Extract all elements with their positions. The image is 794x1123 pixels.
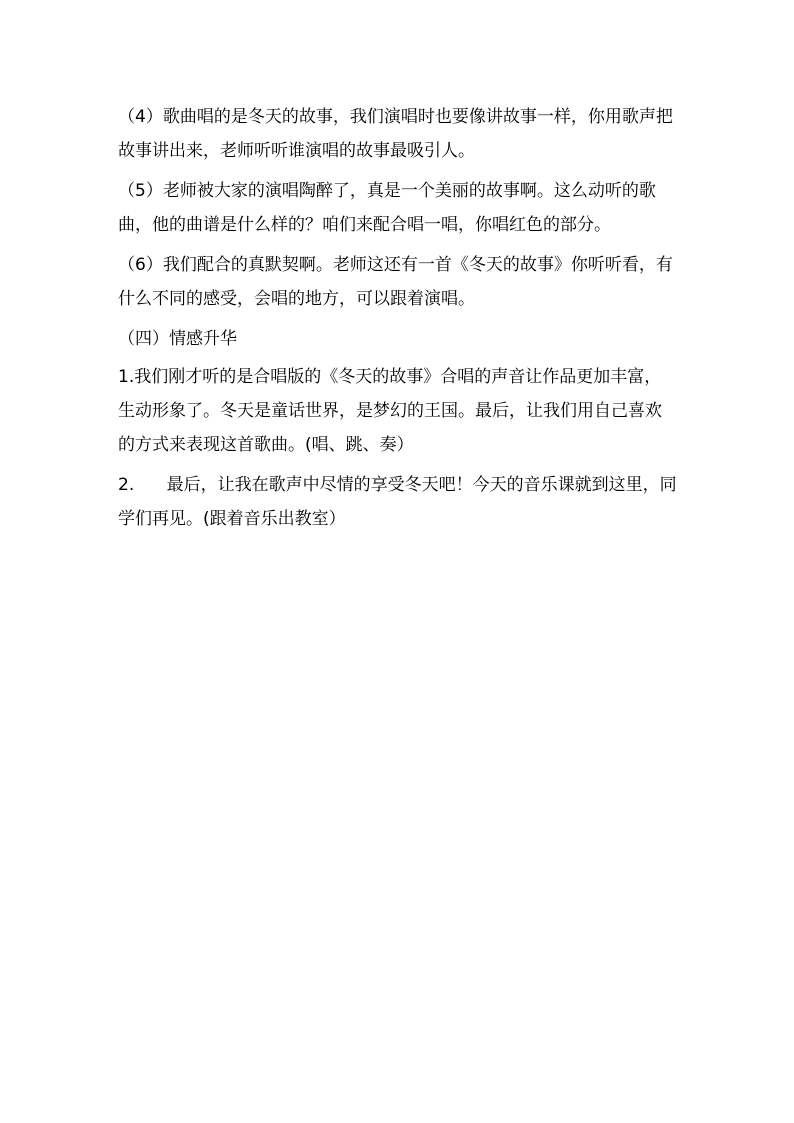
paragraph-item-2: 2. 最后，让我在歌声中尽情的享受冬天吧！今天的音乐课就到这里，同学们再见。(跟着音乐出教室） [118,475,677,529]
paragraph-step-6: （6）我们配合的真默契啊。老师这还有一首《冬天的故事》你听听看，有什么不同的感受，会唱的地方，可以跟着演唱。 [118,255,673,309]
section-heading-emotion: （四）情感升华 [118,329,237,349]
paragraph-step-4: （4）歌曲唱的是冬天的故事，我们演唱时也要像讲故事一样，你用歌声把故事讲出来，老师听听谁演唱的故事最吸引人。 [118,107,673,161]
paragraph-step-5: （5）老师被大家的演唱陶醉了，真是一个美丽的故事啊。这么动听的歌曲，他的曲谱是什么样的？咱们来配合唱一唱，你唱红色的部分。 [118,181,656,235]
paragraph-item-1: 1.我们刚才听的是合唱版的《冬天的故事》合唱的声音让作品更加丰富，生动形象了。冬天是童话世界，是梦幻的王国。最后，让我们用自己喜欢的方式来表现这首歌曲。(唱、跳、奏） [118,367,662,455]
document-page [118,100,678,542]
